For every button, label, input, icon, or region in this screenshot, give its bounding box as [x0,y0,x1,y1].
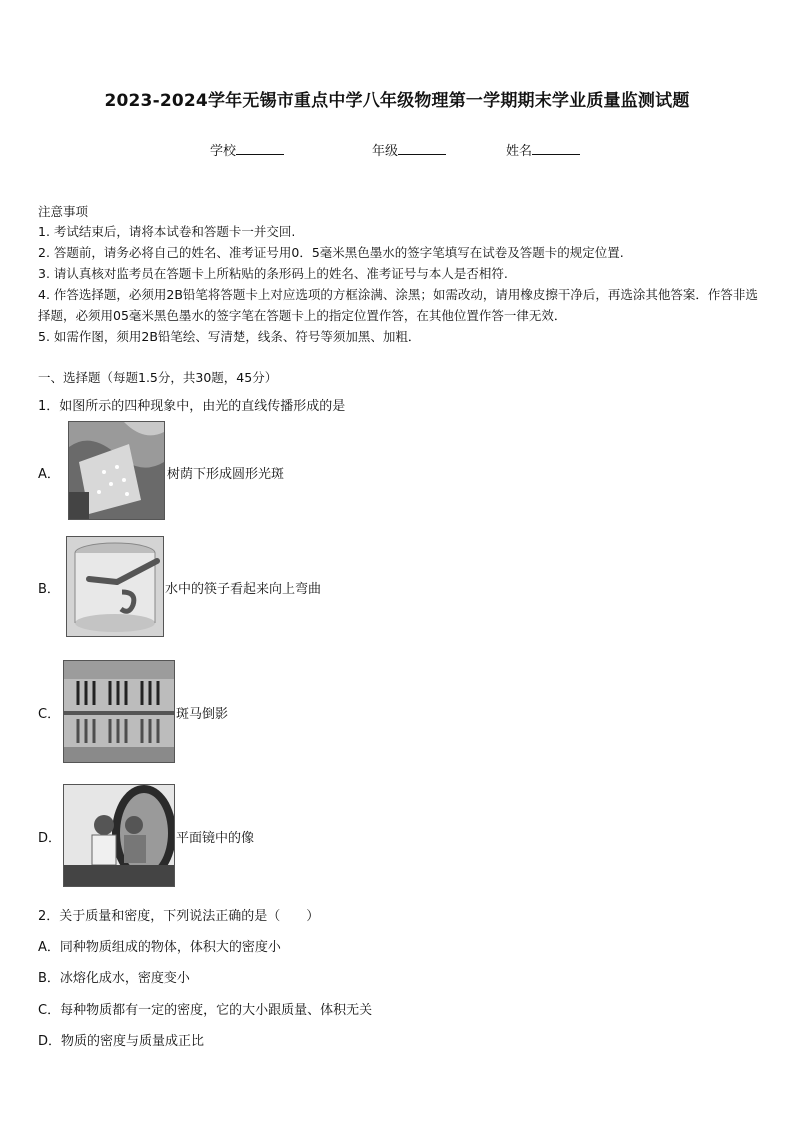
option-a-text: A．同种物质组成的物体，体积大的密度小 [38,940,281,955]
notes-heading: 注意事项 [38,204,89,219]
grade-blank [398,142,446,155]
note-item: 3. 请认真核对监考员在答题卡上所粘贴的条形码上的姓名、准考证号与本人是否相符. [38,266,508,281]
option-d-text: 平面镜中的像 [176,831,255,846]
option-b-text: B．冰熔化成水，密度变小 [38,971,190,986]
name-field [506,140,580,159]
school-field [210,140,284,159]
option-b-text: 水中的筷子看起来向上弯曲 [165,582,322,597]
mirror-image-photo [63,784,175,887]
note-item: 1. 考试结束后，请将本试卷和答题卡一并交回. [38,224,296,239]
option-d-letter: D． [38,831,62,846]
question-1-stem: 1．如图所示的四种现象中，由光的直线传播形成的是 [38,399,346,414]
chopstick-in-water-image [66,536,164,637]
name-label: 姓名 [506,144,533,159]
note-item: 2. 答题前，请务必将自己的姓名、准考证号用0．5毫米黑色墨水的签字笔填写在试卷及答题卡的规定位置. [38,245,624,260]
name-blank [532,142,580,155]
page-title: 2023-2024学年无锡市重点中学八年级物理第一学期期末学业质量监测试题 [104,91,690,111]
tree-shade-light-spots-image [68,421,165,520]
grade-label: 年级 [372,144,399,159]
option-d-text: D．物质的密度与质量成正比 [38,1034,205,1049]
school-label: 学校 [210,144,237,159]
zebra-reflection-image [63,660,175,763]
question-2-stem: 2．关于质量和密度，下列说法正确的是（ ） [38,909,320,924]
note-item: 4. 作答选择题，必须用2B铅笔将答题卡上对应选项的方框涂满、涂黑；如需改动，请用橡皮擦干净后，再选涂其他答案．作答非选择题，必须用05毫米黑色墨水的签字笔在答题卡上的指定位置作答，在其他位置作答一律无效． [38,287,758,323]
option-b-letter: B． [38,582,60,597]
school-blank [236,142,284,155]
note-item: 5. 如需作图，须用2B铅笔绘、写清楚，线条、符号等须加黑、加粗． [38,329,421,344]
option-c-text: C．每种物质都有一定的密度，它的大小跟质量、体积无关 [38,1003,373,1018]
option-a-text: 树荫下形成圆形光斑 [167,467,285,482]
option-c-letter: C． [38,707,61,722]
option-c-text: 斑马倒影 [176,707,229,722]
section-heading: 一、选择题（每题1.5分，共30题，45分） [38,370,278,385]
option-a-letter: A． [38,467,60,482]
grade-field [372,140,446,159]
